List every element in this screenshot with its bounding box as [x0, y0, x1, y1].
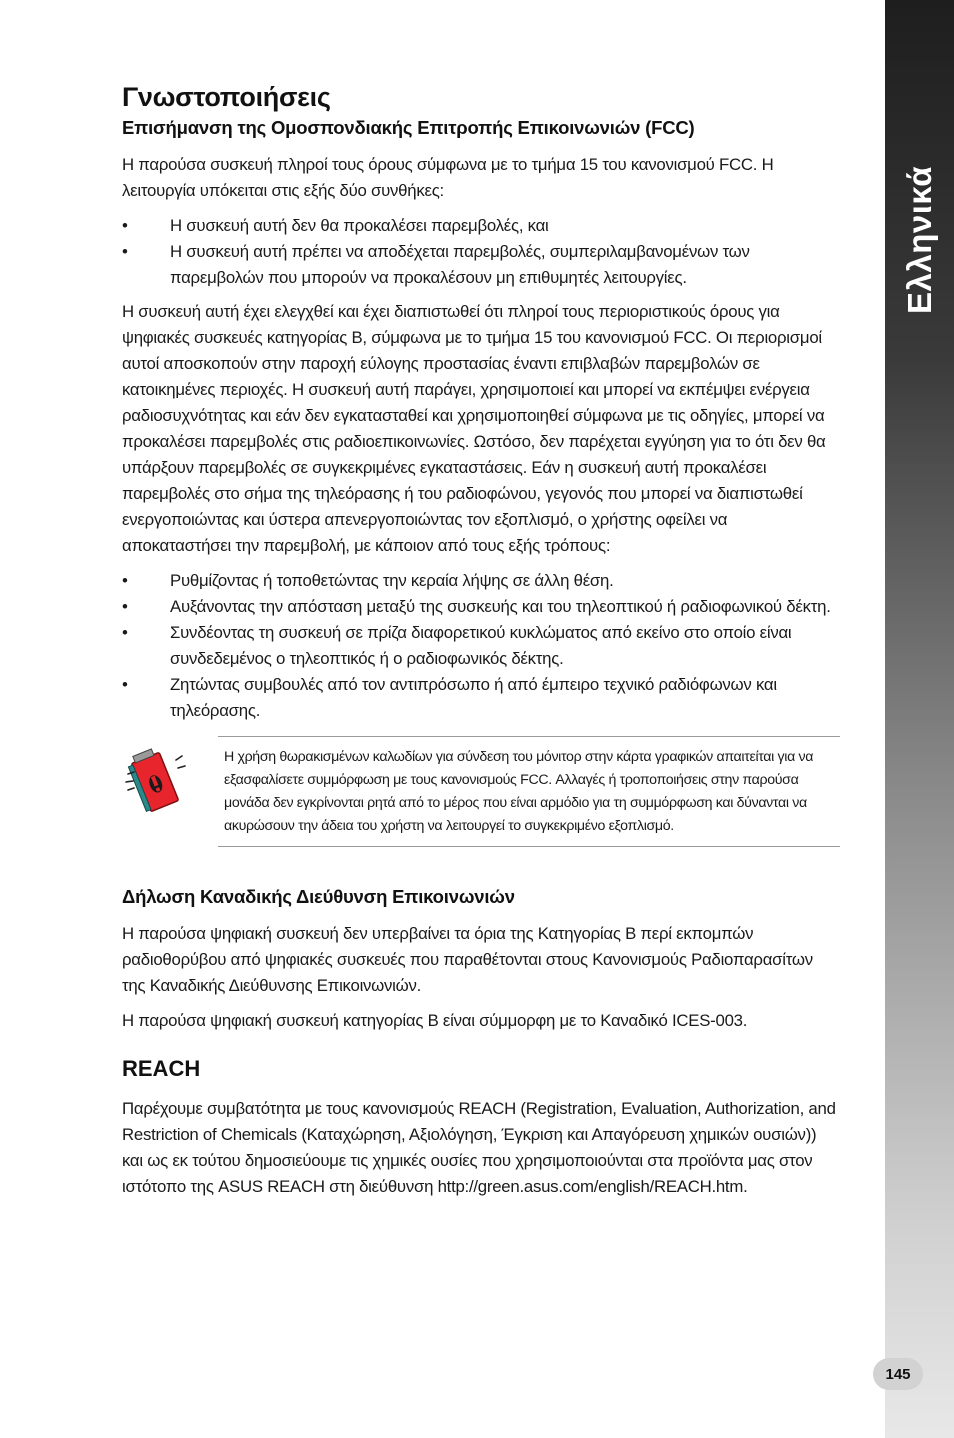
fcc-body: Η συσκευή αυτή έχει ελεγχθεί και έχει διαπιστωθεί ότι πληροί τους περιοριστικούς όρους για ψηφιακές συσκευές κατηγορίας B, σύμφωνα με το τμήμα 15 του κανονισμού FCC. Οι περιορισμοί αυτοί αποσκοπούν στην παροχή εύλογης προστασίας έναντι επιβλαβών παρεμβολών σε κατοικημένες περιοχές. Η συσκευή αυτή παράγει, χρησιμοποιεί και μπορεί να εκπέμψει ενέργεια ραδιοσυχνότητας και εάν δεν εγκατασταθεί και χρησιμοποιηθεί σύμφωνα με τις οδηγίες, μπορεί να προκαλέσει παρεμβολές στις ραδιοεπικοινωνίες. Ωστόσο, δεν παρέχεται εγγύηση για το ότι δεν θα υπάρξουν παρεμβολές σε συγκεκριμένες εγκαταστάσεις. Εάν η συσκευή αυτή προκαλέσει παρεμβολές στο σήμα της τηλεόρασης ή του ραδιοφώνου, γεγονός που μπορεί να διαπιστωθεί ενεργοποιώντας και ύστερα απενεργοποιώντας τον εξοπλισμό, ο χρήστης οφείλει να αποκαταστήσει την παρεμβολή, με κάποιον από τους εξής τρόπους:: [122, 302, 826, 555]
warning-card-icon: [122, 742, 188, 820]
list-item: • Ρυθμίζοντας ή τοποθετώντας την κεραία λήψης σε άλλη θέση.: [122, 568, 840, 594]
fcc-measures-list: [122, 568, 840, 724]
language-tab-label-box: [885, 166, 954, 314]
reach-heading: REACH: [122, 1056, 201, 1081]
canada-para-2: Η παρούσα ψηφιακή συσκευή κατηγορίας Β είναι σύμμορφη με το Καναδικό ICES-003.: [122, 1011, 748, 1030]
note-text: Η χρήση θωρακισμένων καλωδίων για σύνδεση του μόνιτορ στην κάρτα γραφικών απαιτείται για να εξασφαλίσετε συμμόρφωση με τους κανονισμούς FCC. Αλλαγές ή τροποποιήσεις στην παρούσα μονάδα δεν εγκρίνονται ρητά από το μέρος που είναι αρμόδιο για τη συμμόρφωση και δύνανται να ακυρώσουν την άδεια του χρήστη να λειτουργεί το συγκεκριμένο εξοπλισμό.: [224, 749, 814, 834]
page-content: [122, 82, 840, 1209]
canada-para-1: Η παρούσα ψηφιακή συσκευή δεν υπερβαίνει τα όρια της Κατηγορίας Β περί εκπομπών ραδιοθορύβου από ψηφιακές συσκευές που παραθέτονται στους Κανονισμούς Ραδιοπαρασίτων της Καναδικής Διεύθυνσης Επικοινωνιών.: [122, 924, 813, 995]
page-title: Γνωστοποιήσεις: [122, 82, 331, 112]
canada-heading: Δήλωση Καναδικής Διεύθυνση Επικοινωνιών: [122, 886, 515, 907]
list-item: • Η συσκευή αυτή πρέπει να αποδέχεται παρεμβολές, συμπεριλαμβανομένων των παρεμβολών που μπορούν να προκαλέσουν μη επιθυμητές λειτουργίες.: [122, 239, 840, 291]
list-item: • Η συσκευή αυτή δεν θα προκαλέσει παρεμβολές, και: [122, 213, 840, 239]
fcc-conditions-list: [122, 213, 840, 291]
fcc-intro: Η παρούσα συσκευή πληροί τους όρους σύμφωνα με το τμήμα 15 του κανονισμού FCC. Η λειτουργία υπόκειται στις εξής δύο συνθήκες:: [122, 155, 774, 200]
fcc-heading: Επισήμανση της Ομοσπονδιακής Επιτροπής Επικοινωνιών (FCC): [122, 117, 695, 138]
list-item: • Αυξάνοντας την απόσταση μεταξύ της συσκευής και του τηλεοπτικού ή ραδιοφωνικού δέκτη.: [122, 594, 840, 620]
language-tab-label: Ελληνικά: [900, 166, 938, 314]
reach-body: Παρέχουμε συμβατότητα με τους κανονισμούς REACH (Registration, Evaluation, Authorization, and Restriction of Chemicals (Καταχώρηση, Αξιολόγηση, Έγκριση και Απαγόρευση χημικών ουσιών)) και ως εκ τούτου δημοσιεύουμε τις χημικές ουσίες που χρησιμοποιούνται στα προϊόντα μας στον ιστότοπο της ASUS REACH στη διεύθυνση http://green.asus.com/english/REACH.htm.: [122, 1099, 836, 1196]
fcc-note: [122, 736, 840, 866]
note-text-box: [218, 736, 840, 847]
page-number: 145: [873, 1358, 923, 1390]
list-item: • Συνδέοντας τη συσκευή σε πρίζα διαφορετικού κυκλώματος από εκείνο στο οποίο είναι συνδεδεμένος ο τηλεοπτικός ή ο ραδιοφωνικός δέκτης.: [122, 620, 840, 672]
list-item: • Ζητώντας συμβουλές από τον αντιπρόσωπο ή από έμπειρο τεχνικό ραδιόφωνων και τηλεόρασης.: [122, 672, 840, 724]
